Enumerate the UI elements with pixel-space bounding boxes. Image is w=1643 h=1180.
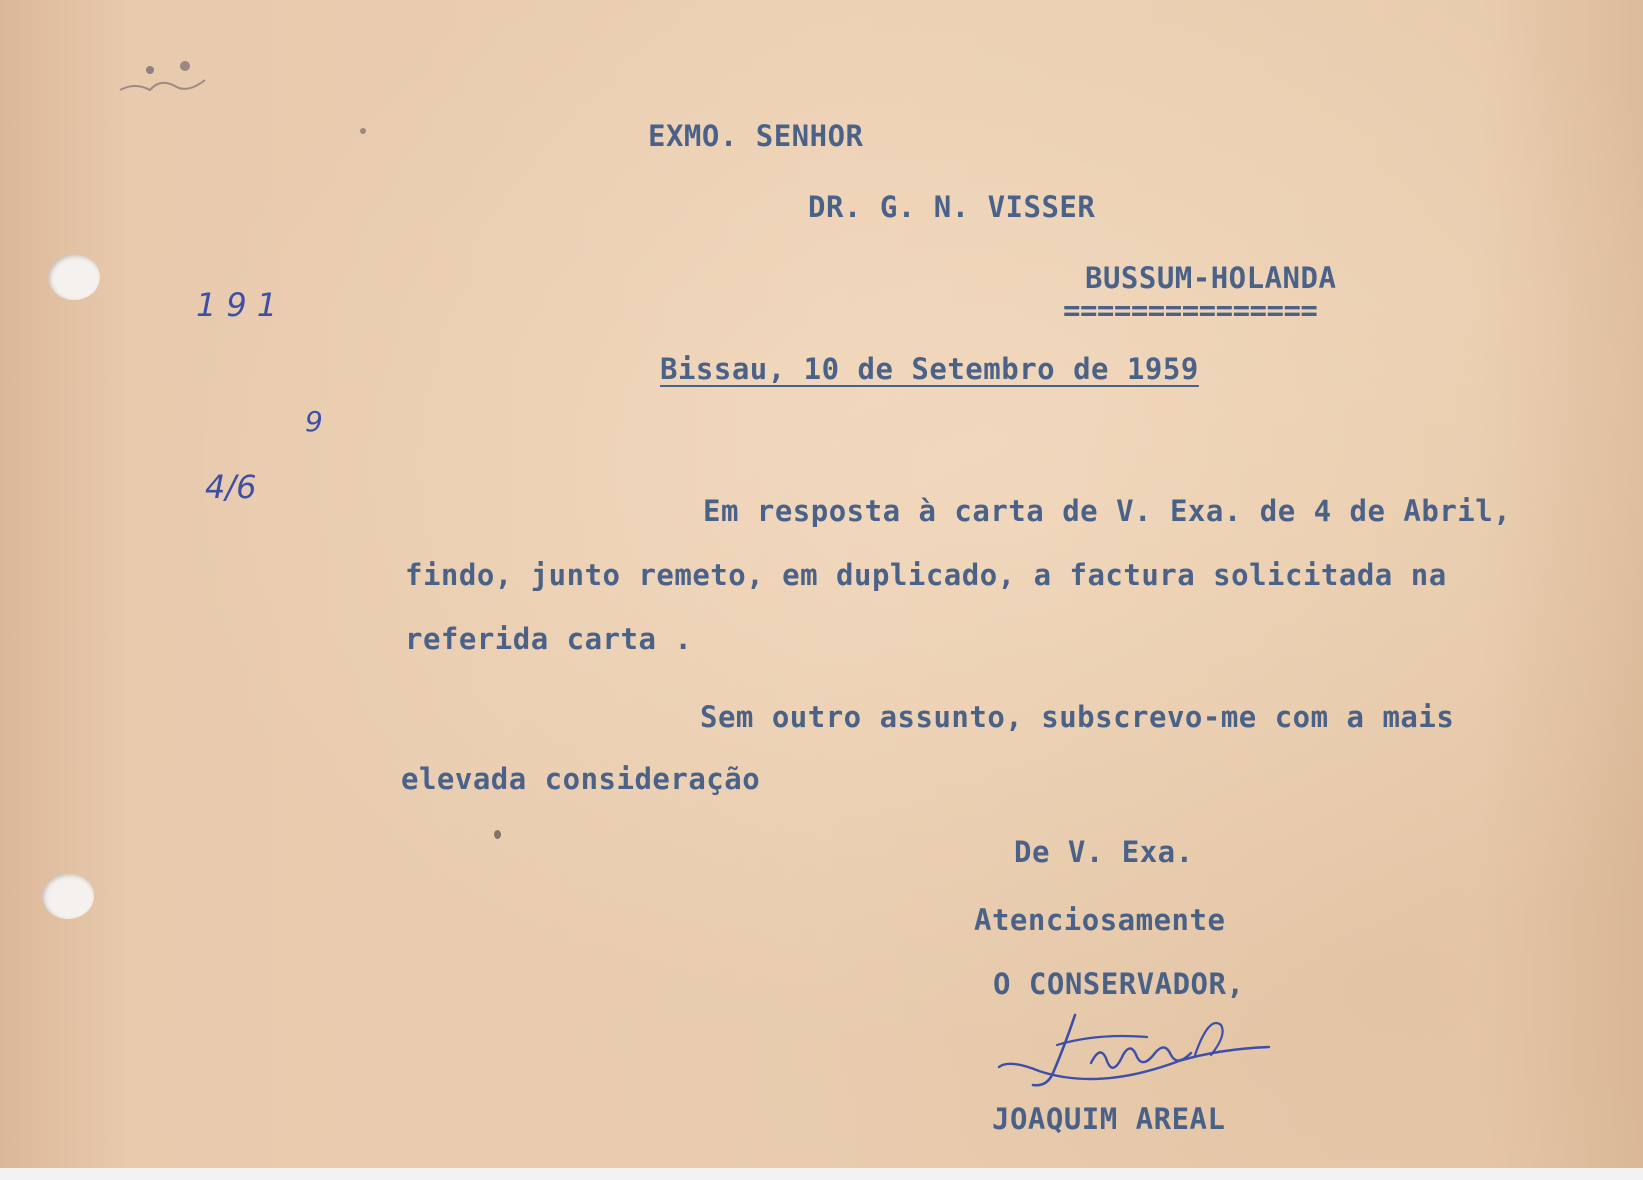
body-line-2: findo, junto remeto, em duplicado, a factura solicitada na <box>405 558 1447 592</box>
letter-date: Bissau, 10 de Setembro de 1959 <box>660 352 1199 386</box>
handwritten-fraction: 4/6 <box>205 468 257 506</box>
recipient-location: BUSSUM-HOLANDA <box>1085 261 1337 295</box>
punch-hole-top <box>48 254 100 300</box>
sign-off-line-1: De V. Exa. <box>1014 835 1194 869</box>
punch-hole-bottom <box>42 873 94 919</box>
sign-off-line-3: O CONSERVADOR, <box>993 967 1245 1001</box>
handwritten-signature <box>995 1005 1285 1115</box>
recipient-name: DR. G. N. VISSER <box>808 190 1096 224</box>
handwritten-digit: 9 <box>305 405 323 438</box>
sign-off-line-2: Atenciosamente <box>974 903 1226 937</box>
location-double-rule: =============== <box>1063 293 1318 327</box>
ink-dot <box>494 830 501 839</box>
closing-line-2: elevada consideração <box>401 762 761 796</box>
salutation: EXMO. SENHOR <box>648 119 864 153</box>
page-bottom-edge <box>0 1168 1643 1180</box>
body-line-1: Em resposta à carta de V. Exa. de 4 de Abril, <box>703 494 1512 528</box>
handwritten-ref-number: 191 <box>196 286 288 324</box>
ink-smudge-mark <box>110 50 230 110</box>
body-line-3: referida carta . <box>405 622 693 656</box>
closing-line-1: Sem outro assunto, subscrevo-me com a mais <box>700 700 1455 734</box>
ink-dot-top <box>360 128 366 134</box>
signatory-name: JOAQUIM AREAL <box>992 1102 1226 1136</box>
